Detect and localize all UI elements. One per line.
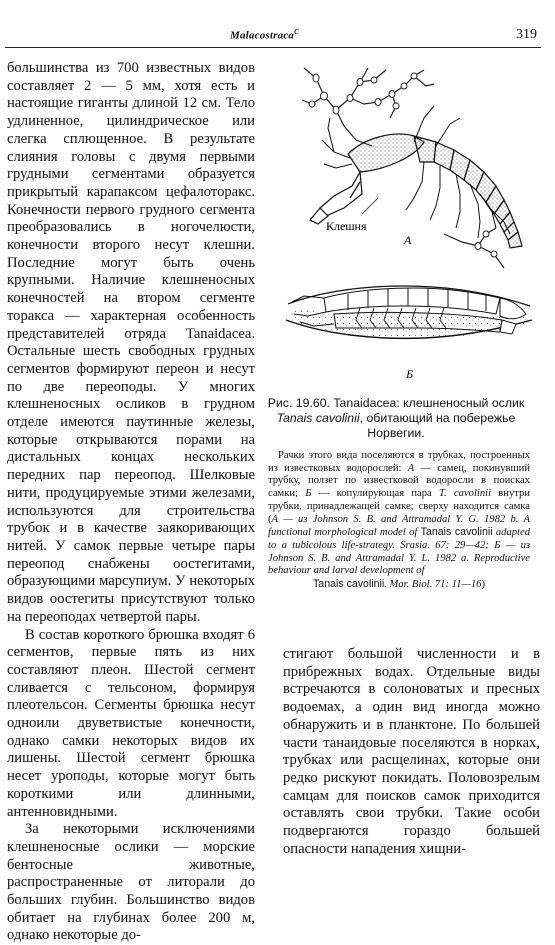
- reference-1-suffix: adapted to a tubicolous life-strategy. Srasia. 67: 29—42;: [268, 527, 531, 551]
- reference-1-prefix: А — из Johnson S. B. and Attramadal Y. G. 1982 b. A functional morphological model of: [268, 513, 530, 539]
- tanaid-illustration: [264, 58, 549, 396]
- reference-1-species: Tanais cavolinii: [420, 526, 493, 539]
- figure-note-paragraph: [268, 450, 530, 592]
- note-part-1: Рачки этого вида поселяются в трубках, построенных из известковых водорослей:: [268, 450, 530, 474]
- claw-drawing: [310, 172, 362, 224]
- figure-caption: [266, 396, 526, 441]
- reference-2-tail: [268, 578, 530, 592]
- note-species-abbr: T. cavolinii: [438, 488, 492, 500]
- label-b: Б: [406, 367, 414, 381]
- claw-pointer-line: [362, 198, 378, 214]
- note-part-4: внутри трубки, принадлежащей самке; сверху находится самка (: [268, 488, 530, 525]
- paragraph-3: За некоторыми исключениями клешненосные ослики — морские бентосные животные, распространенные от литорали до больших глубин. Большинство видов обитает на глубинах более 200 м, однако некоторые до-: [7, 821, 255, 944]
- note-letter-a: А: [407, 462, 415, 474]
- note-part-3: — копулирующая пара: [311, 488, 439, 500]
- running-header: [0, 0, 555, 60]
- running-title-superscript: C: [294, 28, 299, 36]
- caption-part-2: , обитающий на побережье Норвегии.: [359, 411, 516, 440]
- caption-part-1: Рис. 19.60. Tanaidacea: клешненосный ослик: [267, 396, 525, 410]
- header-rule: [5, 47, 541, 48]
- right-text-column: [283, 646, 540, 858]
- label-a: А: [404, 233, 412, 247]
- left-text-column: [7, 60, 255, 945]
- note-part-2: — самец, покинувший трубку, ползет по известковой водоросли в поисках самки;: [268, 462, 531, 500]
- note-close-paren: ): [481, 579, 485, 591]
- illustration-b-pair-in-tube: [286, 286, 532, 381]
- figure-19-60: [264, 58, 549, 592]
- paragraph-2: В состав короткого брюшка входят 6 сегментов, первые пять из них составляют плеон. Шестой сегмент сливается с тельсоном, формируя плеотельсон. Сегменты брюшка несут одноили двуветвистые конечности, однако самки некоторых видов их лишены. Шестой сегмент брюшка несет уроподы, которые могут быть короткими или длинными, антенновидными.: [7, 626, 255, 820]
- note-letter-b: Б: [305, 488, 312, 500]
- tanaid-body-a: [348, 134, 522, 248]
- caption-species: Tanais cavolinii: [276, 411, 360, 425]
- running-title-text: Malacostraca: [230, 29, 295, 42]
- reference-2-species: Tanais cavolinii: [313, 578, 385, 591]
- right-paragraph-1: стигают большой численности и в прибрежных водах. Отдельные виды встречаются в солоноватых и пресных водоемах, а один вид иногда можно обнаружить и в планктоне. По большей части танаидовые поселяются в норках, трубках или расщелинах, которые они редко рискуют покидать. Половозрелым самцам для поисков самок приходится оставлять свои трубки. Такие особи подвергаются гораздо большей опасности нападения хищни-: [283, 646, 540, 857]
- running-title: [230, 28, 299, 42]
- illustration-a-male-on-alga: [302, 68, 522, 268]
- figure-note: [268, 450, 530, 592]
- label-claw: Клешня: [326, 219, 367, 233]
- paragraph-1: большинства из 700 известных видов составляет 2 — 5 мм, хотя есть и настоящие гиганты длиной 12 см. Тело удлиненное, цилиндрическое или слегка сплющенное. В результате слияния головы с двумя первыми грудными сегментами образуется прикрытый карапаксом цефалоторакс. Конечности первого грудного сегмента преобразовались в ногочелюсти, конечности второго несут клешни. Последние могут быть очень крупными. Наличие клешненосных конечностей на втором сегменте торакса — характерная особенность представителей отряда Tanaidacea. Остальные шесть свободных грудных сегментов формируют переон и несут по две переоподы. У многих клешненосных осликов в грудном отделе имеются паутинные железы, которые открываются порами на дистальных концах нескольких передних пар переопод. Шелковые нити, продуцируемые этими железами, используются для строительства трубок и в качестве заякоривающих нитей. У самок первые четыре пары переопод снабжены оостегитами, образующими марсупиум. У некоторых видов оостегиты присутствуют только на переоподах четвертой пары.: [7, 60, 255, 625]
- tanaid-antennae-a: [322, 118, 352, 168]
- page-number: 319: [516, 27, 537, 42]
- reference-2-suffix: . Mar. Biol. 71: 11—16: [384, 579, 482, 591]
- reference-2-prefix: Б — из Johnson S. B. and Attramadal Y. L. 1982 a. Reproductive behaviour and larval development of: [268, 539, 530, 577]
